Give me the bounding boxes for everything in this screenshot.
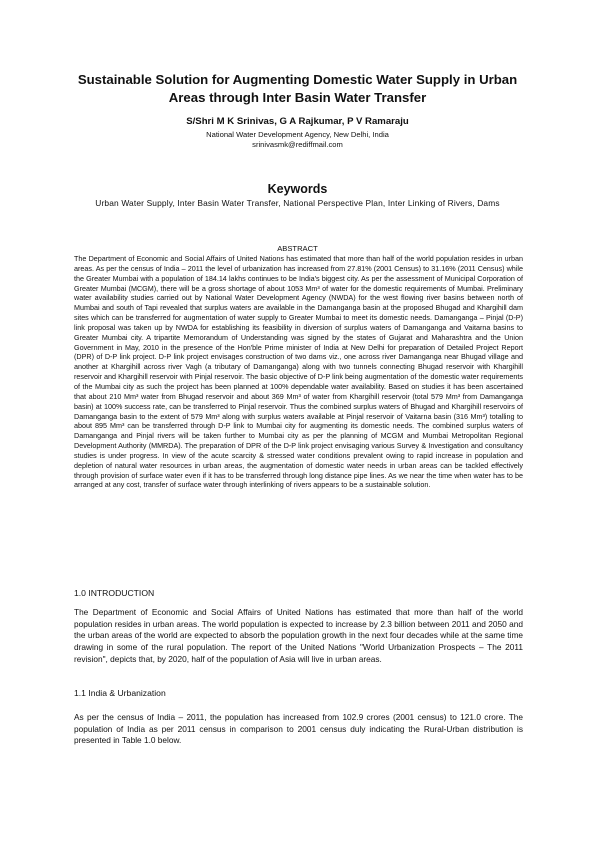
section-introduction-body xyxy=(74,607,523,666)
abstract-heading: ABSTRACT xyxy=(277,244,318,253)
author-affiliation: National Water Development Agency, New Delhi, India xyxy=(206,130,389,139)
section-india-text: As per the census of India – 2011, the population has increased from 102.9 crores (2001 census) to 121.0 crore. The population of India as per 2011 census in comparison to 2001 census duly indicating the Rural-Urban distribution is presented in Table 1.0 below. xyxy=(74,712,523,746)
abstract-body xyxy=(74,254,523,490)
section-heading-introduction: 1.0 INTRODUCTION xyxy=(74,588,155,598)
keywords-heading: Keywords xyxy=(267,182,328,196)
keywords-text: Urban Water Supply, Inter Basin Water Transfer, National Perspective Plan, Inter Linking of Rivers, Dams xyxy=(95,198,500,208)
author-email: srinivasmk@rediffmail.com xyxy=(252,140,343,149)
abstract-text: The Department of Economic and Social Affairs of United Nations has estimated that more than half of the world population resides in urban areas. As per the census of India – 2011 the level of urbanization has increased from 27.81% (2001 Census) to 31.16% (2011 Census) while the Greater Mumbai with a population of 184.14 lakhs continues to be India's biggest city. As per the assessment of Municipal Corporation of Greater Mumbai (MCGM), there will be a gross shortage of about 1053 Mm³ of water for the domestic requirements of Mumbai. Preliminary water availability studies carried out by National Water Development Agency (NWDA) for the west flowing river basins between north of Mumbai and south of Tapi revealed that surplus waters are available in the Damanganga basin at the proposed Bhugad and Khargihill dam sites which can be transferred for augmentation of water supply to Greater Mumbai to meet its domestic needs. Damanganga – Pinjal (D-P) link proposal was taken up by NWDA for establishing its feasibility in diversion of surplus waters of Damanganga and Vaitarna basins to Greater Mumbai city. A tripartite Memorandum of Understanding was signed by the states of Gujarat and Maharashtra and the Union Government in May, 2010 in the presence of the Hon'ble Prime minister of India at New Delhi for preparation of Detailed Project Report (DPR) of D-P link project. D-P link project envisages construction of two dams viz., one across river Damanganga near Bhugad village and another at Khargihill across river Vagh (a tributary of Damanganga) along with two tunnels connecting Bhugad reservoir with Khargihill reservoir and Khargihill reservoir with Pinjal reservoir. The basic objective of D-P link being augmentation of the domestic water requirements of the Mumbai city as such the project has been planned at 100% dependable water availability. Based on studies it has been ascertained that about 210 Mm³ water from Bhugad reservoir and about 369 Mm³ of water from Khargihill reservoir (total 579 Mm³ from Damanganga basin) at 100% success rate, can be transferred to Pinjal reservoir. Thus the combined surplus waters of Bhugad and Khargihill reservoirs of Damanganga basin to the extent of 579 Mm³ along with surplus waters available at Pinjal reservoir of Vaitarna basin (316 Mm³) totalling to about 895 Mm³ can be transferred through D-P link to Mumbai city for augmenting its domestic needs. The combined surplus waters of Damanganga and Pinjal rivers will be taken further to Mumbai city as per the planning of MCGM and Mumbai Metropolitan Regional Development Authority (MMRDA). The preparation of DPR of the D-P link project envisaging various Survey & Investigation and consultancy studies is under progress. In view of the acute scarcity & stressed water conditions prevalent owing to rapid increase in population and depletion of natural water resources in urban areas, the augmentation of domestic water needs in urban areas can be tackled effectively through provision of surface water even if it has to be transferred through long distance pipe lines. As we near the time when water has to be arranged at any cost, transfer of surface water through interlinking of rivers appears to be a sustainable solution. xyxy=(74,254,523,490)
section-heading-india-urbanization: 1.1 India & Urbanization xyxy=(74,688,166,698)
paper-title: Sustainable Solution for Augmenting Domestic Water Supply in Urban Areas through Inter Basin Water Transfer xyxy=(77,72,518,105)
paper-authors: S/Shri M K Srinivas, G A Rajkumar, P V Ramaraju xyxy=(186,116,409,127)
section-introduction-text: The Department of Economic and Social Affairs of United Nations has estimated that more than half of the world population resides in urban areas. The world population is expected to increase by 2.3 billion between 2011 and 2050 and the urban areas of the world are expected to absorb the population growth in the next four decades while at the same time drawing in some of the rural population. The report of the United Nations "World Urbanization Prospects – The 2011 revision", depicts that, by 2020, half of the population of Asia will live in urban areas. xyxy=(74,607,523,664)
section-india-body xyxy=(74,712,523,747)
